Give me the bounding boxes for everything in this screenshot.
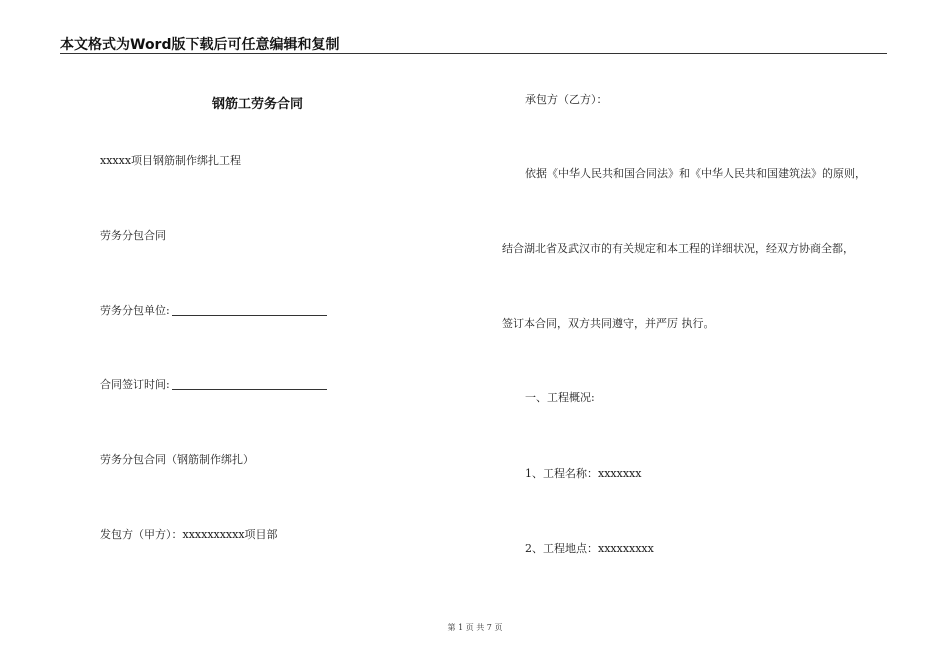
subcontract-unit-line (100, 304, 327, 318)
signing-date-label: 合同签订时间: (100, 378, 170, 391)
header-divider (60, 53, 887, 54)
party-b-line: 承包方（乙方）： (525, 93, 608, 106)
section-project-overview: 一、工程概况: (525, 391, 595, 404)
project-location-item: 2、工程地点：xxxxxxxxx (525, 542, 654, 555)
party-a-line: 发包方（甲方）：xxxxxxxxxx项目部 (100, 528, 278, 541)
legal-basis-line-2: 结合湖北省及武汉市的有关规定和本工程的详细状况，经双方协商全都， (502, 242, 854, 255)
contract-full-title-line: 劳务分包合同（钢筋制作绑扎） (100, 453, 254, 466)
project-name-item: 1、工程名称：xxxxxxx (525, 467, 642, 480)
subcontract-unit-blank (172, 304, 327, 316)
legal-basis-line-3: 签订本合同，双方共同遵守，并严厉 执行。 (502, 317, 715, 330)
document-title: 钢筋工劳务合同 (212, 97, 304, 112)
document-header-title: 本文格式为Word版下载后可任意编辑和复制 (60, 37, 340, 53)
contract-type-line: 劳务分包合同 (100, 229, 166, 242)
legal-basis-line-1: 依据《中华人民共和国合同法》和《中华人民共和国建筑法》的原则， (525, 167, 866, 180)
subcontract-unit-label: 劳务分包单位: (100, 304, 170, 317)
signing-date-blank (172, 378, 327, 390)
signing-date-line (100, 378, 327, 392)
page-number-footer: 第 1 页 共 7 页 (447, 623, 503, 632)
project-name-line: xxxxx项目钢筋制作绑扎工程 (100, 154, 242, 167)
